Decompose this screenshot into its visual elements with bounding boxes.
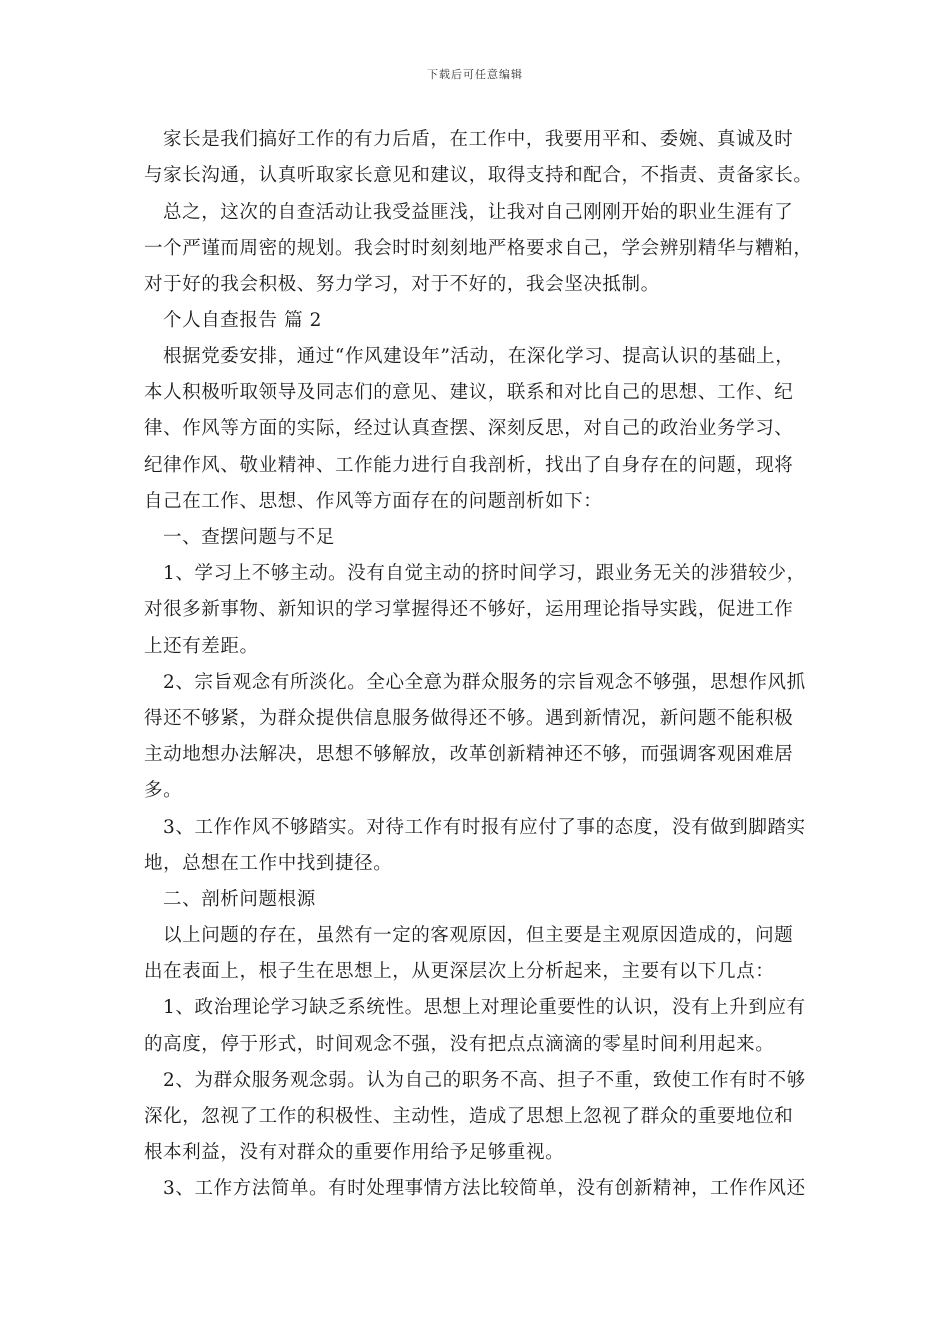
text-line: 3、工作作风不够踏实。对待工作有时报有应付了事的态度，没有做到脚踏实 [163, 817, 806, 838]
text-line: 主动地想办法解决，思想不够解放，改革创新精神还不够，而强调客观困难居 [144, 744, 794, 765]
text-line: 根本利益，没有对群众的重要作用给予足够重视。 [144, 1142, 565, 1163]
section-title: 个人自查报告 篇 2 [163, 310, 323, 331]
text-line: 多。 [144, 780, 183, 801]
text-line: 根据党委安排，通过“作风建设年”活动，在深化学习、提高认识的基础上， [163, 346, 795, 367]
text-line: 出在表面上，根子生在思想上，从更深层次上分析起来，主要有以下几点： [144, 961, 775, 982]
text-line: 得还不够紧，为群众提供信息服务做得还不够。遇到新情况，新问题不能积极 [144, 708, 794, 729]
text-line: 1、政治理论学习缺乏系统性。思想上对理论重要性的认识，没有上升到应有 [163, 997, 806, 1018]
text-line: 律、作风等方面的实际，经过认真查摆、深刻反思，对自己的政治业务学习、 [144, 418, 794, 439]
subheading: 二、剖析问题根源 [163, 889, 316, 910]
text-line: 的高度，停于形式，时间观念不强，没有把点点滴滴的零星时间利用起来。 [144, 1034, 775, 1055]
text-line: 2、为群众服务观念弱。认为自己的职务不高、担子不重，致使工作有时不够 [163, 1070, 806, 1091]
text-line: 1、学习上不够主动。没有自觉主动的挤时间学习，跟业务无关的涉猎较少， [163, 563, 806, 584]
subheading: 一、查摆问题与不足 [163, 527, 335, 548]
text-line: 一个严谨而周密的规划。我会时时刻刻地严格要求自己，学会辨别精华与糟粕， [144, 238, 813, 259]
text-line: 本人积极听取领导及同志们的意见、建议，联系和对比自己的思想、工作、纪 [144, 382, 794, 403]
text-line: 总之，这次的自查活动让我受益匪浅，让我对自己刚刚开始的职业生涯有了 [163, 202, 794, 223]
text-line: 3、工作方法简单。有时处理事情方法比较简单，没有创新精神，工作作风还 [163, 1178, 806, 1199]
text-line: 纪律作风、敬业精神、工作能力进行自我剖析，找出了自身存在的问题，现将 [144, 455, 794, 476]
text-line: 以上问题的存在，虽然有一定的客观原因，但主要是主观原因造成的，问题 [163, 925, 794, 946]
text-line: 家长是我们搞好工作的有力后盾，在工作中，我要用平和、委婉、真诚及时 [163, 129, 794, 150]
text-line: 与家长沟通，认真听取家长意见和建议，取得支持和配合，不指责、责备家长。 [144, 165, 813, 186]
text-line: 对很多新事物、新知识的学习掌握得还不够好，运用理论指导实践，促进工作 [144, 599, 794, 620]
text-line: 地，总想在工作中找到捷径。 [144, 853, 393, 874]
text-line: 对于好的我会积极、努力学习，对于不好的，我会坚决抵制。 [144, 274, 660, 295]
text-line: 深化，忽视了工作的积极性、主动性，造成了思想上忽视了群众的重要地位和 [144, 1106, 794, 1127]
text-line: 自己在工作、思想、作风等方面存在的问题剖析如下： [144, 491, 603, 512]
text-line: 2、宗旨观念有所淡化。全心全意为群众服务的宗旨观念不够强，思想作风抓 [163, 672, 806, 693]
page-header: 下载后可任意编辑 [427, 68, 523, 81]
text-line: 上还有差距。 [144, 636, 259, 657]
